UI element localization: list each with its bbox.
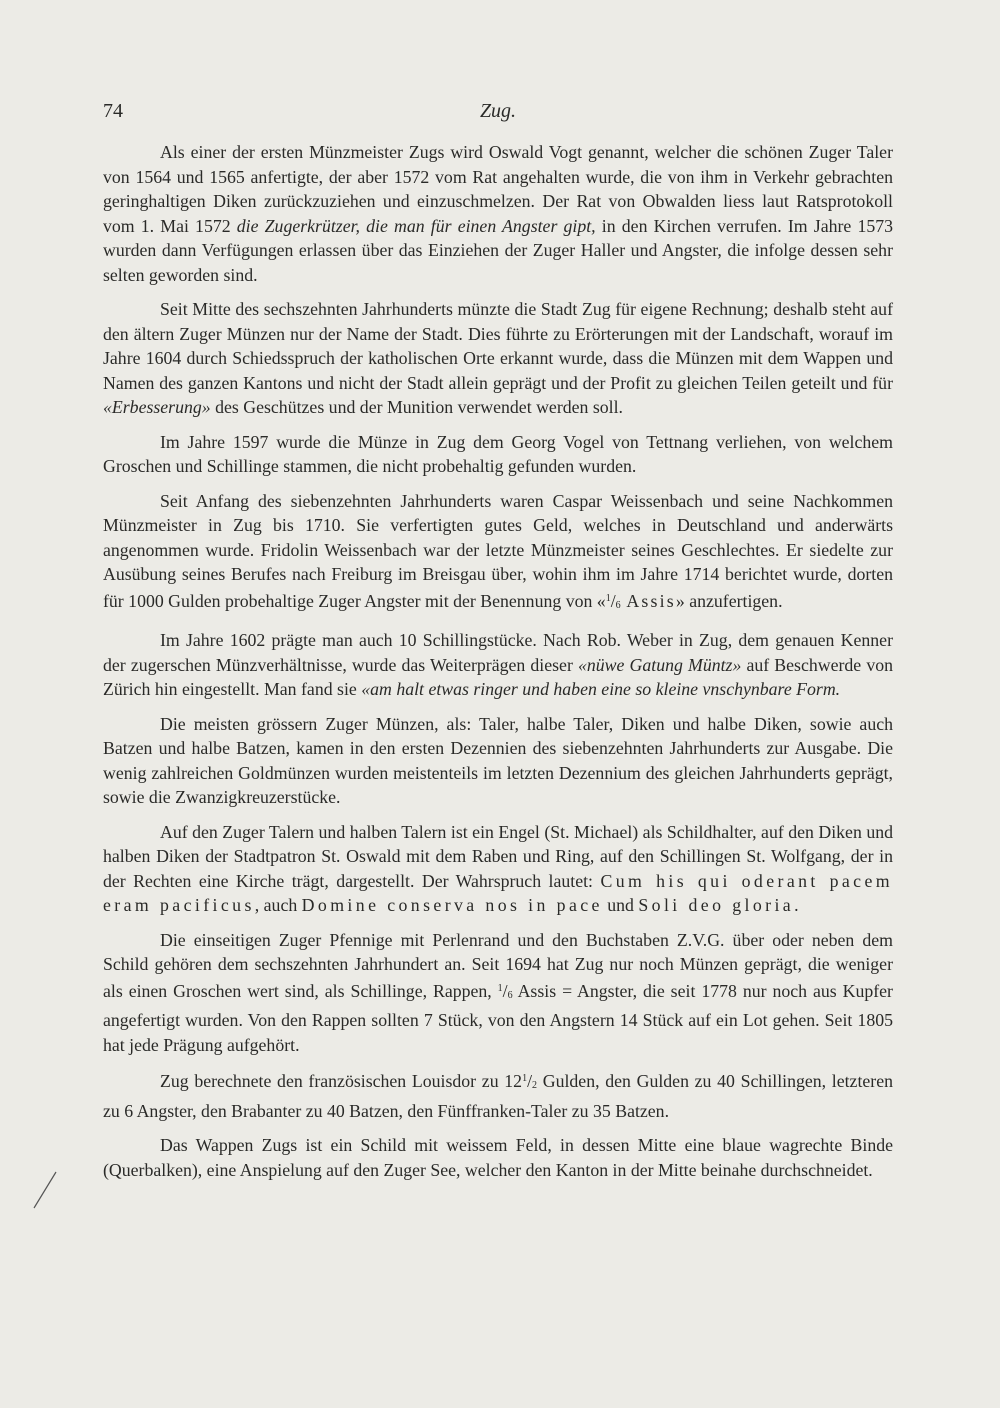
spaced-text: Assis (620, 590, 676, 611)
running-title: Zug. (479, 100, 517, 122)
spaced-motto: Soli deo gloria (638, 895, 795, 915)
text-run: Assis = Angster, die seit 1778 nur noch aus Kupfer angefertigt wurden. Von den Rappen sollten 7 Stück, von den Angstern 14 Stück auf ein Lot gehen. Seit 1805 hat jede Prägung aufgehört. (103, 980, 893, 1055)
fraction: $^1/_6$ (605, 590, 621, 611)
text-run: » anzufertigen. (675, 590, 783, 611)
fraction: $^1/_2$ (522, 1071, 538, 1091)
text-run: Die meisten grössern Zuger Münzen, als: Taler, halbe Taler, Diken und halbe Diken, sowie auch Batzen und halbe Batzen, kamen in den ersten Dezennien des siebenzehnten Jahrhunderts zur Ausgabe. Die wenig zahlreichen Goldmünzen wurden meistenteils im letzten Dezennium des gleichen Jahrhunderts geprägt, sowie die Zwanzigkreuzerstücke. (103, 713, 893, 807)
paragraph-6 (103, 712, 893, 810)
text-run: Als einer der ersten Münzmeister Zugs wird Oswald Vogt genannt, welcher die schönen Zuger Taler von 1564 und 1565 anfertigte, der aber 1572 vom Rat angehalten wurde, die von ihm in Verkehr gebrachten geringhaltigen Diken zurückzuziehen und einzuschmelzen. Der Rat von Obwalden liess laut Ratsprotokoll vom 1. Mai 1572 (103, 142, 893, 236)
fraction-numerator: 1 (522, 1073, 528, 1084)
text-run: Seit Anfang des siebenzehnten Jahrhunderts waren Caspar Weissenbach und seine Nachkommen Münzmeister in Zug bis 1710. Sie verfertigten gutes Geld, welches in Deutschland und anderwärts angenommen wurde. Fridolin Weissenbach war der letzte Münzmeister seines Geschlechtes. Er siedelte zur Ausübung seines Berufes nach Freiburg im Breisgau über, wohin ihm im Jahre 1714 berichtet wurde, dorten für 1000 Gulden probehaltige Zuger Angster mit der Benennung von « (103, 490, 893, 611)
spaced-motto: Domine conserva nos in pace (301, 895, 603, 915)
text-run: des Geschützes und der Munition verwendet werden soll. (210, 397, 623, 417)
fraction-numerator: 1 (605, 592, 611, 604)
italic-quote: «nüwe Gatung Müntz» (578, 654, 742, 675)
text-run: , auch (254, 895, 302, 915)
spaced-motto: Cum his qui oderant pacem eram pacificus (103, 870, 893, 915)
text-run: in den Kirchen verrufen. Im Jahre 1573 wurden dann Verfügungen erlassen über das Einziehen der Zuger Haller und Angster, die infolge dessen sehr selten geworden sind. (103, 215, 894, 285)
text-run: Gulden, den Gulden zu 40 Schillingen, letzteren zu 6 Angster, den Brabanter zu 40 Batzen, den Fünffranken-Taler zu 35 Batzen. (103, 1071, 893, 1121)
paragraph-4 (103, 489, 893, 619)
paragraph-2 (103, 297, 893, 420)
text-run: Auf den Zuger Talern und halben Talern ist ein Engel (St. Michael) als Schildhalter, auf den Diken und halben Diken der Stadtpatron St. Oswald mit dem Raben und Ring, auf den Schillingen St. Wolfgang, der in der Rechten eine Kirche trägt, dargestellt. Der Wahrspruch lautet: (103, 821, 893, 891)
italic-quote: die Zugerkrützer, die man für einen Angster gipt, (236, 215, 596, 236)
paragraph-3 (103, 430, 893, 479)
text-run: . (794, 895, 799, 915)
text-run: Im Jahre 1597 wurde die Münze in Zug dem Georg Vogel von Tettnang verliehen, von welchem Groschen und Schillinge stammen, die nicht probehaltig gefunden wurden. (103, 431, 893, 476)
paragraph-10 (103, 1133, 893, 1182)
text-run: Die einseitigen Zuger Pfennige mit Perlenrand und den Buchstaben Z.V.G. über oder neben dem Schild gehören dem sechszehnten Jahrhundert an. Seit 1694 hat Zug nur noch Münzen geprägt, die weniger als einen Groschen wert sind, als Schillinge, Rappen, (103, 929, 893, 1001)
paragraph-7 (103, 820, 893, 918)
text-run: und (602, 895, 639, 915)
text-run: Im Jahre 1602 prägte man auch 10 Schillingstücke. Nach Rob. Weber in Zug, dem genauen Kenner der zugerschen Münzverhältnisse, wurde das Weiterprägen dieser (103, 630, 893, 675)
paragraph-1 (103, 140, 893, 287)
text-run: Das Wappen Zugs ist ein Schild mit weissem Feld, in dessen Mitte eine blaue wagrechte Binde (Querbalken), eine Anspielung auf den Zuger See, welcher den Kanton in der Mitte beinahe durchschneidet. (103, 1135, 893, 1180)
italic-quote: «Erbesserung» (103, 397, 211, 417)
page-header (103, 100, 893, 132)
text-run: Seit Mitte des sechszehnten Jahrhunderts münzte die Stadt Zug für eigene Rechnung; deshalb steht auf den ältern Zuger Münzen nur der Name der Stadt. Dies führte zu Erörterungen mit der Landschaft, worauf im Jahre 1604 durch Schiedsspruch der katholischen Orte erkannt wurde, dass die Münzen mit dem Wappen und Namen des ganzen Kantons und nicht der Stadt allein geprägt und der Profit zu gleichen Teilen geteilt und für (103, 299, 893, 393)
text-run: Zug berechnete den französischen Louisdor zu 12 (160, 1071, 523, 1091)
body-text (103, 140, 893, 1192)
fraction-denominator: 6 (615, 599, 621, 611)
fraction-denominator: 2 (532, 1080, 538, 1091)
paragraph-8 (103, 928, 893, 1058)
fraction-numerator: 1 (497, 982, 503, 994)
page-number: 74 (103, 100, 123, 122)
fraction: $^1/_6$ (497, 980, 513, 1001)
text-run: auf Beschwerde von Zürich hin eingestellt. Man fand sie (103, 654, 893, 699)
fraction-denominator: 6 (507, 989, 513, 1001)
paragraph-5 (103, 628, 893, 702)
italic-quote: «am halt etwas ringer und haben eine so kleine vnschynbare Form. (361, 679, 841, 699)
paragraph-9 (103, 1067, 893, 1123)
pencil-mark-icon (30, 1170, 60, 1210)
